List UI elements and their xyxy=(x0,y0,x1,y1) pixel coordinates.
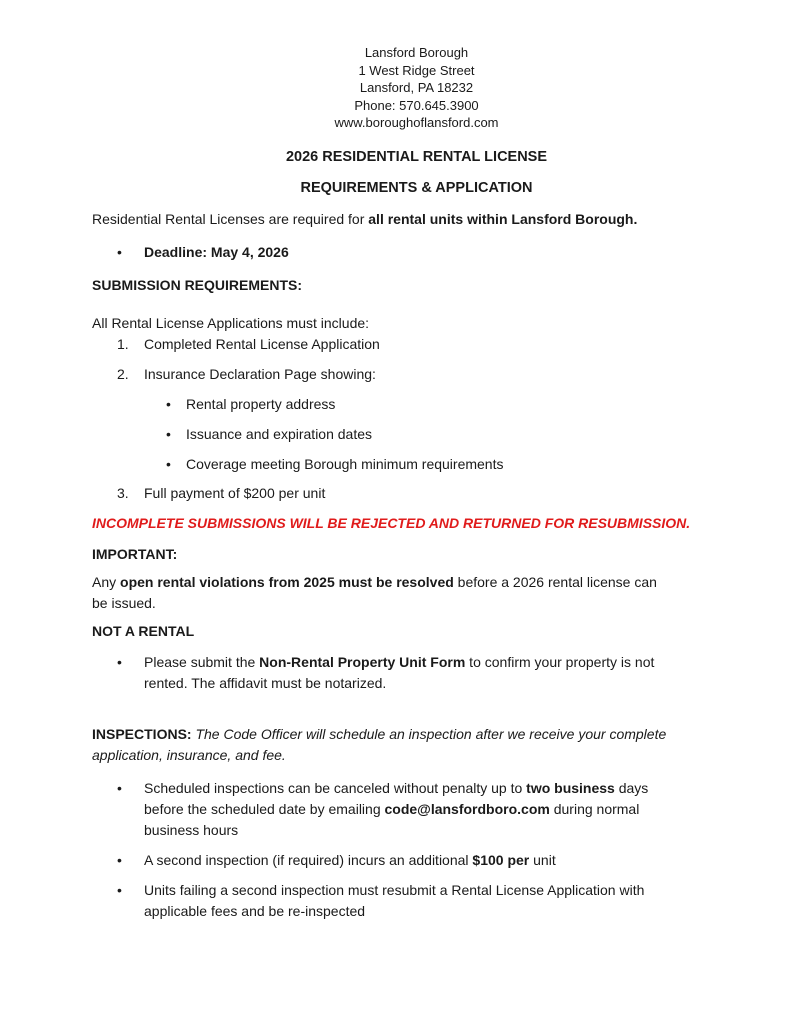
letterhead xyxy=(92,44,741,132)
document-title-line1: 2026 RESIDENTIAL RENTAL LICENSE xyxy=(285,148,548,165)
website-url: www.boroughoflansford.com xyxy=(334,115,499,130)
bullet-marker: • xyxy=(117,779,122,796)
org-name: Lansford Borough xyxy=(364,45,469,60)
intro-text: Residential Rental Licenses are required for xyxy=(92,210,369,227)
sub-bullet-property-address xyxy=(166,394,741,415)
important-paragraph xyxy=(92,572,741,614)
document-title-line2: REQUIREMENTS & APPLICATION xyxy=(300,179,533,196)
important-seg1: Any xyxy=(92,573,121,590)
city-state-zip: Lansford, PA 18232 xyxy=(359,80,474,95)
street-address: 1 West Ridge Street xyxy=(358,62,475,78)
b1-seg3: days xyxy=(614,779,649,796)
b2-seg1: A second inspection (if required) incurs an additional xyxy=(144,851,473,868)
bullet-marker: • xyxy=(166,425,171,442)
not-a-rental-heading: NOT A RENTAL xyxy=(92,622,195,639)
important-seg4: be issued. xyxy=(92,594,156,611)
number-marker-2: 2. xyxy=(117,365,129,382)
item2-text: Insurance Declaration Page showing: xyxy=(144,365,376,382)
sub3-text: Coverage meeting Borough minimum requirements xyxy=(186,455,504,472)
submission-requirements-heading: SUBMISSION REQUIREMENTS: xyxy=(92,276,303,293)
second-inspection-fee-text xyxy=(144,850,741,871)
b1-seg7: business hours xyxy=(144,821,239,838)
inspections-bullet-failing xyxy=(117,880,741,922)
not-a-rental-text xyxy=(144,652,741,694)
b1-seg6: during normal xyxy=(549,800,640,817)
b3-line1: Units failing a second inspection must resubmit a Rental License Application with xyxy=(144,881,645,898)
bullet-marker: • xyxy=(117,851,122,868)
bullet-marker: • xyxy=(166,455,171,472)
important-bold-text: open rental violations from 2025 must be resolved xyxy=(120,573,454,590)
number-marker-3: 3. xyxy=(117,484,129,501)
sub-bullet-issuance-dates xyxy=(166,424,741,445)
numbered-item-2 xyxy=(117,364,741,385)
sub-bullet-coverage xyxy=(166,454,741,475)
nr-bold-form-name: Non-Rental Property Unit Form xyxy=(259,653,466,670)
inspections-bullet-second-fee xyxy=(117,850,741,871)
b1-bold-two-business: two business xyxy=(526,779,615,796)
deadline-text: Deadline: May 4, 2026 xyxy=(144,243,289,260)
inspections-intro-line2: application, insurance, and fee. xyxy=(92,746,286,763)
nr-seg3: to confirm your property is not xyxy=(465,653,655,670)
bullet-marker: • xyxy=(166,395,171,412)
inspections-intro-line1: The Code Officer will schedule an inspection after we receive your complete xyxy=(191,725,667,742)
inspections-bullet-cancel xyxy=(117,778,741,841)
inspections-paragraph xyxy=(92,724,741,766)
numbered-item-3 xyxy=(117,483,741,504)
nr-seg1: Please submit the xyxy=(144,653,260,670)
intro-paragraph xyxy=(92,209,741,230)
sub1-text: Rental property address xyxy=(186,395,336,412)
b1-bold-email: code@lansfordboro.com xyxy=(384,800,550,817)
nr-seg4: rented. The affidavit must be notarized. xyxy=(144,674,387,691)
incomplete-submissions-warning: INCOMPLETE SUBMISSIONS WILL BE REJECTED AND RETURNED FOR RESUBMISSION. xyxy=(92,514,691,531)
item3-text: Full payment of $200 per unit xyxy=(144,484,326,501)
phone-number: Phone: 570.645.3900 xyxy=(354,97,479,113)
important-heading: IMPORTANT: xyxy=(92,545,178,562)
number-marker-1: 1. xyxy=(117,335,129,352)
b1-seg1: Scheduled inspections can be canceled without penalty up to xyxy=(144,779,527,796)
item1-text: Completed Rental License Application xyxy=(144,335,380,352)
not-a-rental-bullet-item xyxy=(117,652,741,694)
bullet-marker: • xyxy=(117,653,122,670)
b3-line2: applicable fees and be re-inspected xyxy=(144,902,366,919)
b1-seg4: before the scheduled date by emailing xyxy=(144,800,385,817)
bullet-marker: • xyxy=(117,243,122,260)
numbered-item-1 xyxy=(117,334,741,355)
deadline-bullet-item xyxy=(117,242,741,263)
important-seg3: before a 2026 rental license can xyxy=(453,573,657,590)
cancel-policy-text xyxy=(144,778,741,841)
inspections-label: INSPECTIONS: xyxy=(92,725,192,742)
b2-bold-fee: $100 per xyxy=(472,851,530,868)
intro-bold-text: all rental units within Lansford Borough. xyxy=(368,210,638,227)
sub2-text: Issuance and expiration dates xyxy=(186,425,373,442)
submission-intro: All Rental License Applications must include: xyxy=(92,314,370,331)
b2-seg3: unit xyxy=(529,851,556,868)
bullet-marker: • xyxy=(117,881,122,898)
failing-inspection-text xyxy=(144,880,741,922)
